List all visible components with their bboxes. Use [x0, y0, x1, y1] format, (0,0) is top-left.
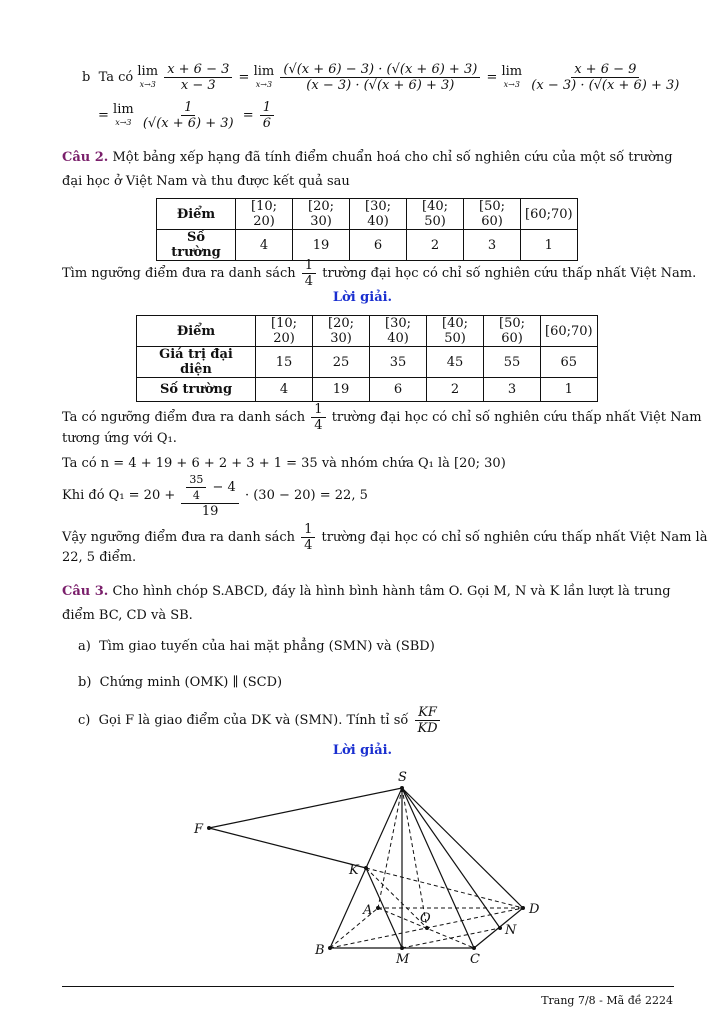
label-D: D — [529, 902, 540, 917]
q3-item-b: b) Chứng minh (OMK) ∥ (SCD) — [78, 675, 283, 690]
solution-title-q3: Lời giải. — [332, 743, 393, 758]
q3-item-c: c) Gọi F là giao điểm của DK và (SMN). Tính tỉ số $\frac{KF}{KD}$ — [78, 705, 443, 736]
solution-line-3: Khi đó Q₁ = 20 + $\frac{35}{4}$ − 4 19 · (30 − 20) = 22, 5 — [62, 473, 368, 519]
label-S: S — [398, 770, 407, 785]
label-C: C — [470, 952, 480, 967]
q3-item-a: a) Tìm giao tuyến của hai mặt phẳng (SMN) và (SBD) — [78, 639, 435, 654]
solution-title-q2: Lời giải. — [332, 290, 393, 305]
solution-line-1b: tương ứng với Q₁. — [62, 431, 177, 446]
representative-table: Điểm [10; 20) [20; 30) [30; 40) [40; 50) [50; 60) [60;70) Giá trị đại diện 15 25 35 45 55 65 Số trường 4 19 6 2 3 1 — [136, 315, 598, 402]
page-footer: Trang 7/8 - Mã đề 2224 — [541, 994, 673, 1007]
solution-line-1: Ta có ngưỡng điểm đưa ra danh sách $\frac{1}{4}$ trường đại học có chỉ số nghiên cứu thấp nhất Việt Nam — [62, 402, 702, 433]
question-2-ask: Tìm ngưỡng điểm đưa ra danh sách $\frac{1}{4}$ trường đại học có chỉ số nghiên cứu thấp nhất Việt Nam. — [62, 258, 697, 289]
fraction-5: $\frac{1}{6}$ — [260, 100, 274, 131]
label-M: M — [396, 952, 410, 967]
label-K: K — [349, 863, 359, 878]
solution-line-2: Ta có n = 4 + 19 + 6 + 2 + 3 + 1 = 35 và nhóm chứa Q₁ là [20; 30) — [62, 456, 506, 471]
label-O: O — [420, 911, 431, 926]
label-B: B — [315, 943, 325, 958]
solution-line-4b: 22, 5 điểm. — [62, 550, 137, 565]
solution-line-4: Vậy ngưỡng điểm đưa ra danh sách $\frac{1}{4}$ trường đại học có chỉ số nghiên cứu thấp nhất Việt Nam là — [62, 522, 708, 553]
fraction-3: $\frac{x + 6 - 9}{(x - 3) \cdot (√(x + 6) + 3)}$ — [531, 62, 680, 93]
label-F: F — [194, 822, 204, 837]
question-3-text: Câu 3. Cho hình chóp S.ABCD, đáy là hình bình hành tâm O. Gọi M, N và K lần lượt là trung điểm BC, CD và SB. — [62, 584, 671, 623]
question-2-text: Câu 2. Một bảng xếp hạng đã tính điểm chuẩn hoá cho chỉ số nghiên cứu của một số trường đại học ở Việt Nam và thu được kết quả sau — [62, 150, 673, 189]
fraction-4: $\frac{1}{(√(x + 6) + 3)}$ — [142, 100, 234, 131]
limit-operator: lim x→3 — [137, 63, 159, 89]
fraction-2: $\frac{(√(x + 6) - 3) \cdot (√(x + 6) + 3)}{(x - 3) \cdot (√(x + 6) + 3)}$ — [280, 62, 480, 93]
limit-line-1: b Ta có lim x→3 $\frac{x + 6 - 3}{x - 3}$ = lim x→3 $\frac{(√(x + 6) - 3) \cdot (√(x + 6) + 3)}{(x - 3) \cdot (√(x + 6) + 3)}$ = lim x→3 $\frac{x + 6 - 9}{(x - 3) \cdot (√(x + 6) + 3)}$ — [82, 62, 684, 93]
score-table: Điểm [10; 20) [20; 30) [30; 40) [40; 50) [50; 60) [60;70) Số trường 4 19 6 2 3 1 — [156, 198, 578, 261]
label-N: N — [505, 923, 517, 938]
fraction-1: $\frac{x + 6 - 3}{x - 3}$ — [164, 62, 232, 93]
limit-line-2: = lim x→3 $\frac{1}{(√(x + 6) + 3)}$ = $\frac{1}{6}$ — [98, 100, 276, 131]
footer-rule — [62, 986, 674, 987]
label-A: A — [363, 903, 373, 918]
